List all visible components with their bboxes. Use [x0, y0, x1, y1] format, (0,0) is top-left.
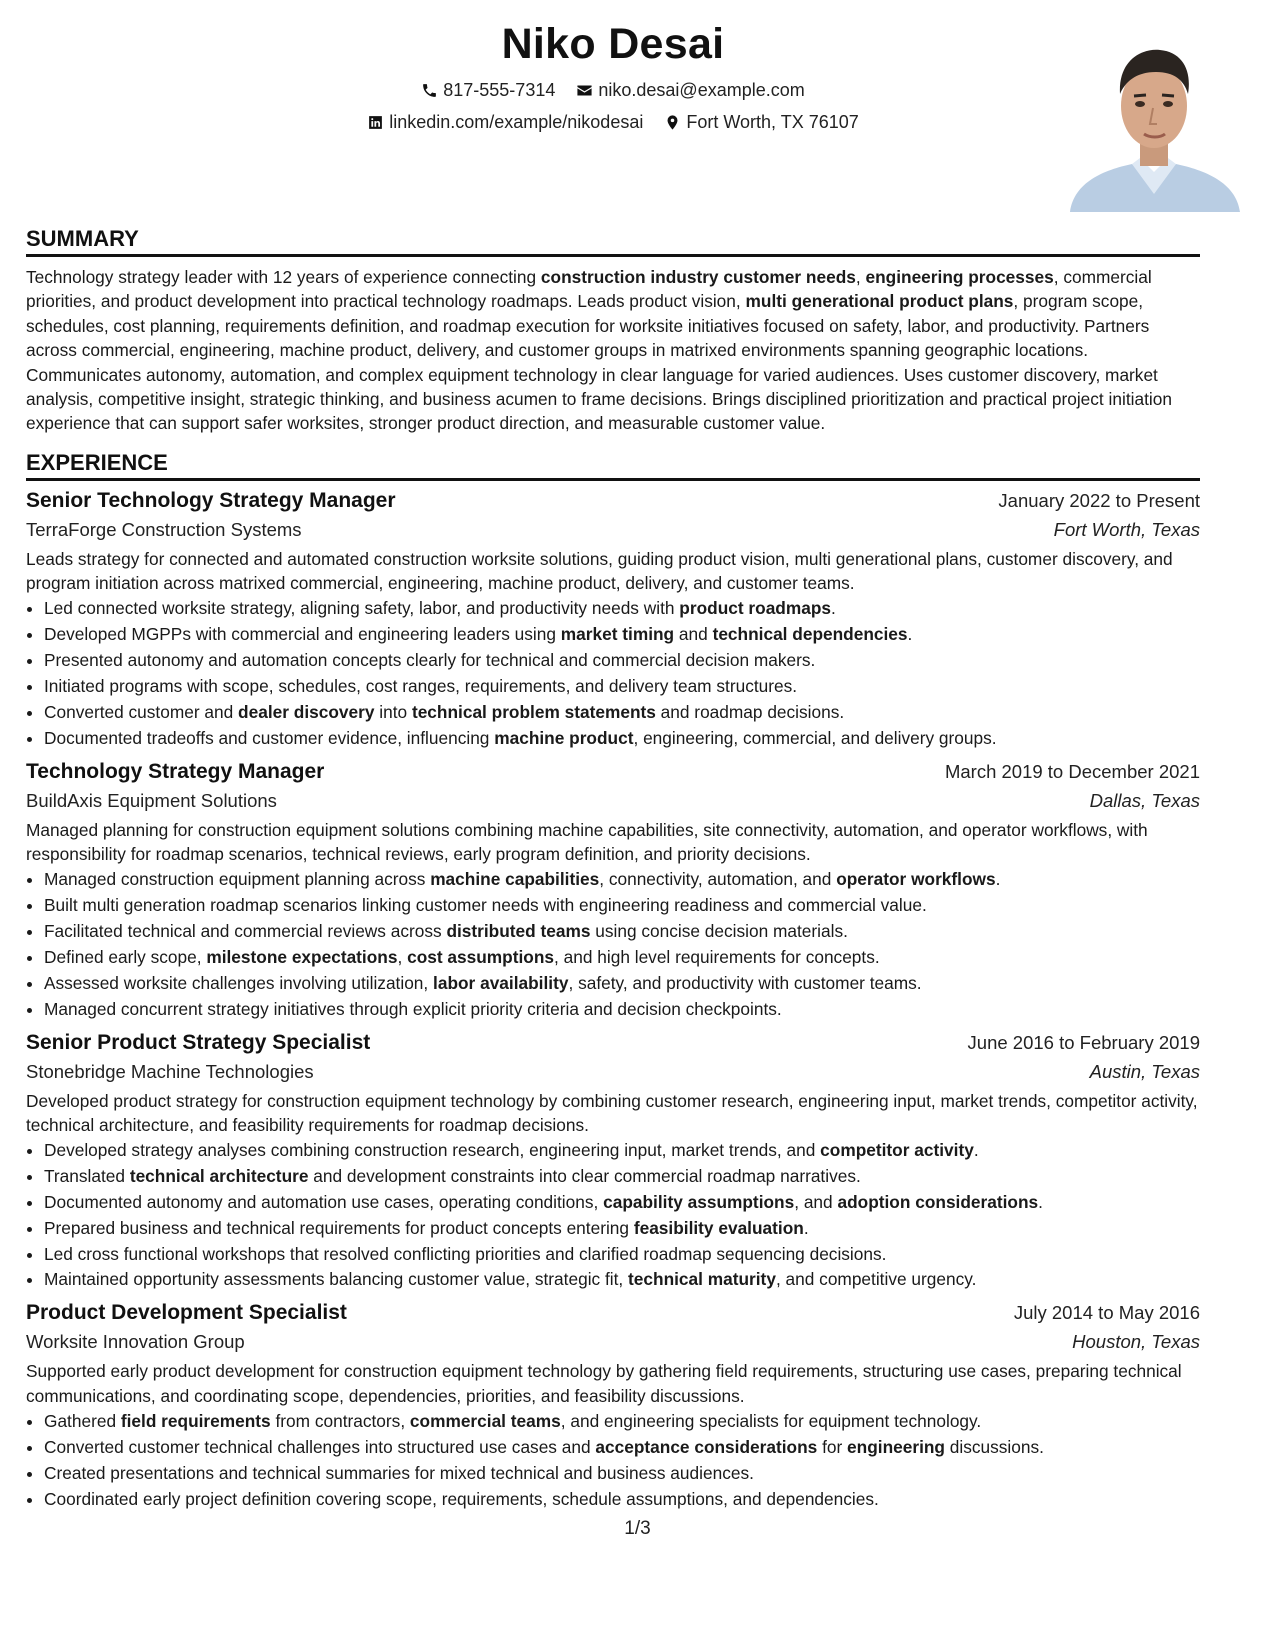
bullet-item	[44, 1409, 1200, 1435]
job-title: Senior Technology Strategy Manager	[26, 488, 396, 512]
text-run: Documented autonomy and automation use cases, operating conditions,	[44, 1191, 604, 1212]
job-company-row	[26, 1061, 1200, 1083]
bullet-item	[44, 971, 1200, 997]
text-run: and	[674, 624, 713, 645]
text-run: Developed strategy analyses combining construction research, engineering input, market trends, and	[44, 1139, 821, 1160]
text-run: discussions.	[945, 1436, 1044, 1457]
job-company-row	[26, 519, 1200, 541]
job-company: BuildAxis Equipment Solutions	[26, 789, 277, 811]
job-location: Dallas, Texas	[1089, 789, 1200, 811]
job-bullets	[26, 596, 1200, 751]
bullet-item	[44, 726, 1200, 752]
linkedin-url[interactable]: linkedin.com/example/nikodesai	[389, 112, 644, 132]
bullet-item	[44, 1164, 1200, 1190]
job-entry	[26, 489, 1200, 752]
emphasis-text: adoption considerations	[837, 1191, 1039, 1212]
emphasis-text: capability assumptions	[603, 1191, 795, 1212]
emphasis-text: field requirements	[120, 1410, 271, 1431]
job-dates: June 2016 to February 2019	[967, 1031, 1200, 1053]
emphasis-text: commercial teams	[409, 1410, 561, 1431]
text-run: .	[1038, 1191, 1043, 1212]
text-run: .	[831, 598, 836, 619]
bullet-item	[44, 1138, 1200, 1164]
text-run: Developed MGPPs with commercial and engineering leaders using	[44, 624, 561, 645]
contact-row-2	[26, 112, 1200, 136]
bullet-item	[44, 997, 1200, 1023]
text-run: Coordinated early project definition covering scope, requirements, schedule assumptions, and dependencies.	[44, 1488, 879, 1509]
text-run: Managed construction equipment planning across	[44, 869, 431, 890]
text-run: Assessed worksite challenges involving utilization,	[44, 972, 434, 993]
job-header-row	[26, 489, 1200, 513]
contact-row-1	[26, 80, 1200, 104]
text-run: Documented tradeoffs and customer evidence, influencing	[44, 727, 495, 748]
job-company: Stonebridge Machine Technologies	[26, 1060, 314, 1082]
envelope-icon	[576, 82, 593, 99]
emphasis-text: market timing	[560, 624, 675, 645]
job-company-row	[26, 1331, 1200, 1353]
job-header-row	[26, 1301, 1200, 1325]
phone-contact	[421, 80, 555, 101]
job-entry	[26, 760, 1200, 1023]
bullet-item	[44, 893, 1200, 919]
job-description: Developed product strategy for construction equipment technology by combining customer research, engineering input, market trends, competitor activity, technical architecture, and feasibility requirements for roadmap decisions.	[26, 1090, 1198, 1135]
emphasis-text: technical problem statements	[411, 701, 656, 722]
text-run: Defined early scope,	[44, 946, 207, 967]
emphasis-text: cost assumptions	[407, 946, 555, 967]
text-run: Led cross functional workshops that resolved conflicting priorities and clarified roadmap sequencing decisions.	[44, 1243, 887, 1264]
text-run: .	[907, 624, 913, 645]
text-run: Created presentations and technical summaries for mixed technical and business audiences.	[44, 1462, 754, 1483]
text-run: , connectivity, automation, and	[599, 869, 837, 890]
bullet-item	[44, 648, 1200, 674]
text-run: , and competitive urgency.	[775, 1269, 977, 1290]
bullet-item	[44, 867, 1200, 893]
job-title: Technology Strategy Manager	[26, 759, 325, 783]
text-run: .	[973, 1139, 979, 1160]
bullet-item	[44, 1216, 1200, 1242]
bullet-item	[44, 1190, 1200, 1216]
text-run: Technology strategy leader with 12 years of experience connecting	[26, 267, 541, 287]
bullet-item	[44, 622, 1200, 648]
text-run: Converted customer and	[44, 701, 239, 722]
linkedin-contact[interactable]	[367, 112, 643, 133]
bullet-item	[44, 945, 1200, 971]
text-run: for	[817, 1436, 848, 1457]
email-contact[interactable]	[576, 80, 804, 101]
experience-list	[26, 489, 1200, 1513]
emphasis-text: machine capabilities	[430, 869, 600, 890]
page-number: 1/3	[624, 1518, 651, 1539]
emphasis-text: milestone expectations	[206, 946, 398, 967]
emphasis-text: construction industry customer needs	[540, 267, 856, 287]
summary-heading: SUMMARY	[26, 226, 1200, 257]
emphasis-text: multi generational product plans	[745, 291, 1014, 312]
job-company: TerraForge Construction Systems	[26, 518, 302, 540]
resume-header	[26, 0, 1200, 218]
job-title: Product Development Specialist	[26, 1301, 347, 1325]
emphasis-text: technical maturity	[628, 1269, 776, 1290]
phone-number: 817-555-7314	[443, 80, 556, 100]
job-title: Senior Product Strategy Specialist	[26, 1030, 371, 1054]
bullet-item	[44, 700, 1200, 726]
bullet-item	[44, 1267, 1200, 1293]
location-text: Fort Worth, TX 76107	[686, 112, 859, 132]
emphasis-text: distributed teams	[446, 920, 591, 941]
text-run: Facilitated technical and commercial reviews across	[44, 920, 447, 941]
bullet-item	[44, 674, 1200, 700]
emphasis-text: dealer discovery	[238, 701, 375, 722]
text-run: , and	[794, 1191, 838, 1212]
text-run: Built multi generation roadmap scenarios linking customer needs with engineering readiness and commercial value.	[44, 895, 927, 915]
phone-icon	[421, 82, 438, 99]
text-run: , commercial priorities, and product development into practical technology roadmaps. Leads product vision,	[26, 267, 1152, 312]
job-bullets	[26, 1138, 1200, 1293]
emphasis-text: engineering	[847, 1436, 945, 1457]
job-location: Fort Worth, Texas	[1053, 518, 1200, 540]
text-run: from contractors,	[270, 1410, 410, 1431]
text-run: , engineering, commercial, and delivery groups.	[633, 727, 997, 748]
emphasis-text: technical dependencies	[712, 624, 908, 645]
email-address[interactable]: niko.desai@example.com	[598, 80, 805, 100]
job-dates: July 2014 to May 2016	[1013, 1302, 1200, 1324]
emphasis-text: competitor activity	[820, 1139, 974, 1160]
job-entry	[26, 1031, 1200, 1294]
emphasis-text: product roadmaps	[679, 598, 832, 619]
summary-text	[26, 265, 1200, 436]
text-run: , program scope, schedules, cost planning, requirements definition, and roadmap execution for worksite initiatives focused on safety, labor, and productivity. Partners across commercial, engineering, machine product, delivery, and customer groups in matrixed environments spanning geographic locations. Communicates autonomy, automation, and complex equipment technology in clear language for varied audiences. Uses customer discovery, market analysis, competitive insight, strategic thinking, and business acumen to frame decisions. Brings disciplined prioritization and practical project initiation experience that can support safer worksites, stronger product direction, and measurable customer value.	[26, 291, 1172, 434]
bullet-item	[44, 596, 1200, 622]
job-entry	[26, 1301, 1200, 1512]
text-run: Maintained opportunity assessments balancing customer value, strategic fit,	[44, 1269, 629, 1290]
text-run: into	[374, 701, 412, 722]
text-run: .	[803, 1217, 809, 1238]
bullet-item	[44, 1435, 1200, 1461]
text-run: , safety, and productivity with customer teams.	[568, 972, 922, 993]
text-run: Gathered	[44, 1410, 121, 1431]
text-run: .	[995, 869, 1001, 890]
text-run: ,	[855, 267, 866, 287]
text-run: and development constraints into clear commercial roadmap narratives.	[308, 1165, 861, 1186]
bullet-item	[44, 919, 1200, 945]
experience-heading: EXPERIENCE	[26, 450, 1200, 481]
emphasis-text: labor availability	[433, 972, 569, 993]
bullet-item	[44, 1487, 1200, 1513]
emphasis-text: acceptance considerations	[595, 1436, 818, 1457]
bullet-item	[44, 1242, 1200, 1268]
text-run: using concise decision materials.	[590, 920, 848, 941]
text-run: Initiated programs with scope, schedules, cost ranges, requirements, and delivery team structures.	[44, 675, 798, 696]
text-run: Translated	[44, 1165, 130, 1186]
candidate-name: Niko Desai	[501, 20, 725, 68]
text-run: , and high level requirements for concepts.	[554, 946, 880, 967]
emphasis-text: machine product	[494, 727, 634, 748]
text-run: Managed concurrent strategy initiatives through explicit priority criteria and decision checkpoints.	[44, 998, 782, 1019]
job-description: Managed planning for construction equipment solutions combining machine capabilities, site connectivity, automation, and operator workflows, with responsibility for roadmap scenarios, technical reviews, early program definition, and priority decisions.	[26, 819, 1148, 864]
bullet-item	[44, 1461, 1200, 1487]
job-header-row	[26, 760, 1200, 784]
job-dates: January 2022 to Present	[998, 489, 1200, 511]
profile-photo	[1064, 32, 1244, 212]
emphasis-text: engineering processes	[865, 267, 1054, 287]
text-run: Prepared business and technical requirements for product concepts entering	[44, 1217, 634, 1238]
text-run: Led connected worksite strategy, aligning safety, labor, and productivity needs with	[44, 598, 680, 619]
emphasis-text: operator workflows	[836, 869, 996, 890]
job-location: Houston, Texas	[1072, 1331, 1200, 1353]
job-bullets	[26, 1409, 1200, 1513]
job-header-row	[26, 1031, 1200, 1055]
job-description: Supported early product development for construction equipment technology by gathering field requirements, structuring use cases, preparing technical communications, and coordinating scope, dependencies, priorities, and feasibility discussions.	[26, 1361, 1182, 1406]
job-description: Leads strategy for connected and automated construction worksite solutions, guiding product vision, multi generational plans, customer discovery, and program initiation across matrixed commercial, engineering, machine product, delivery, and customer teams.	[26, 548, 1173, 594]
job-dates: March 2019 to December 2021	[944, 760, 1200, 782]
job-company: Worksite Innovation Group	[26, 1331, 245, 1353]
text-run: , and engineering specialists for equipment technology.	[560, 1410, 982, 1431]
text-run: Converted customer technical challenges into structured use cases and	[44, 1436, 596, 1457]
text-run: ,	[397, 946, 408, 967]
job-location: Austin, Texas	[1089, 1060, 1200, 1082]
job-bullets	[26, 867, 1200, 1022]
text-run: Presented autonomy and automation concepts clearly for technical and commercial decision makers.	[44, 650, 816, 671]
job-company-row	[26, 790, 1200, 812]
location-contact	[664, 112, 858, 133]
emphasis-text: feasibility evaluation	[633, 1217, 804, 1238]
text-run: and roadmap decisions.	[655, 701, 845, 722]
emphasis-text: technical architecture	[129, 1165, 309, 1186]
linkedin-icon	[367, 114, 384, 131]
map-pin-icon	[664, 114, 681, 131]
